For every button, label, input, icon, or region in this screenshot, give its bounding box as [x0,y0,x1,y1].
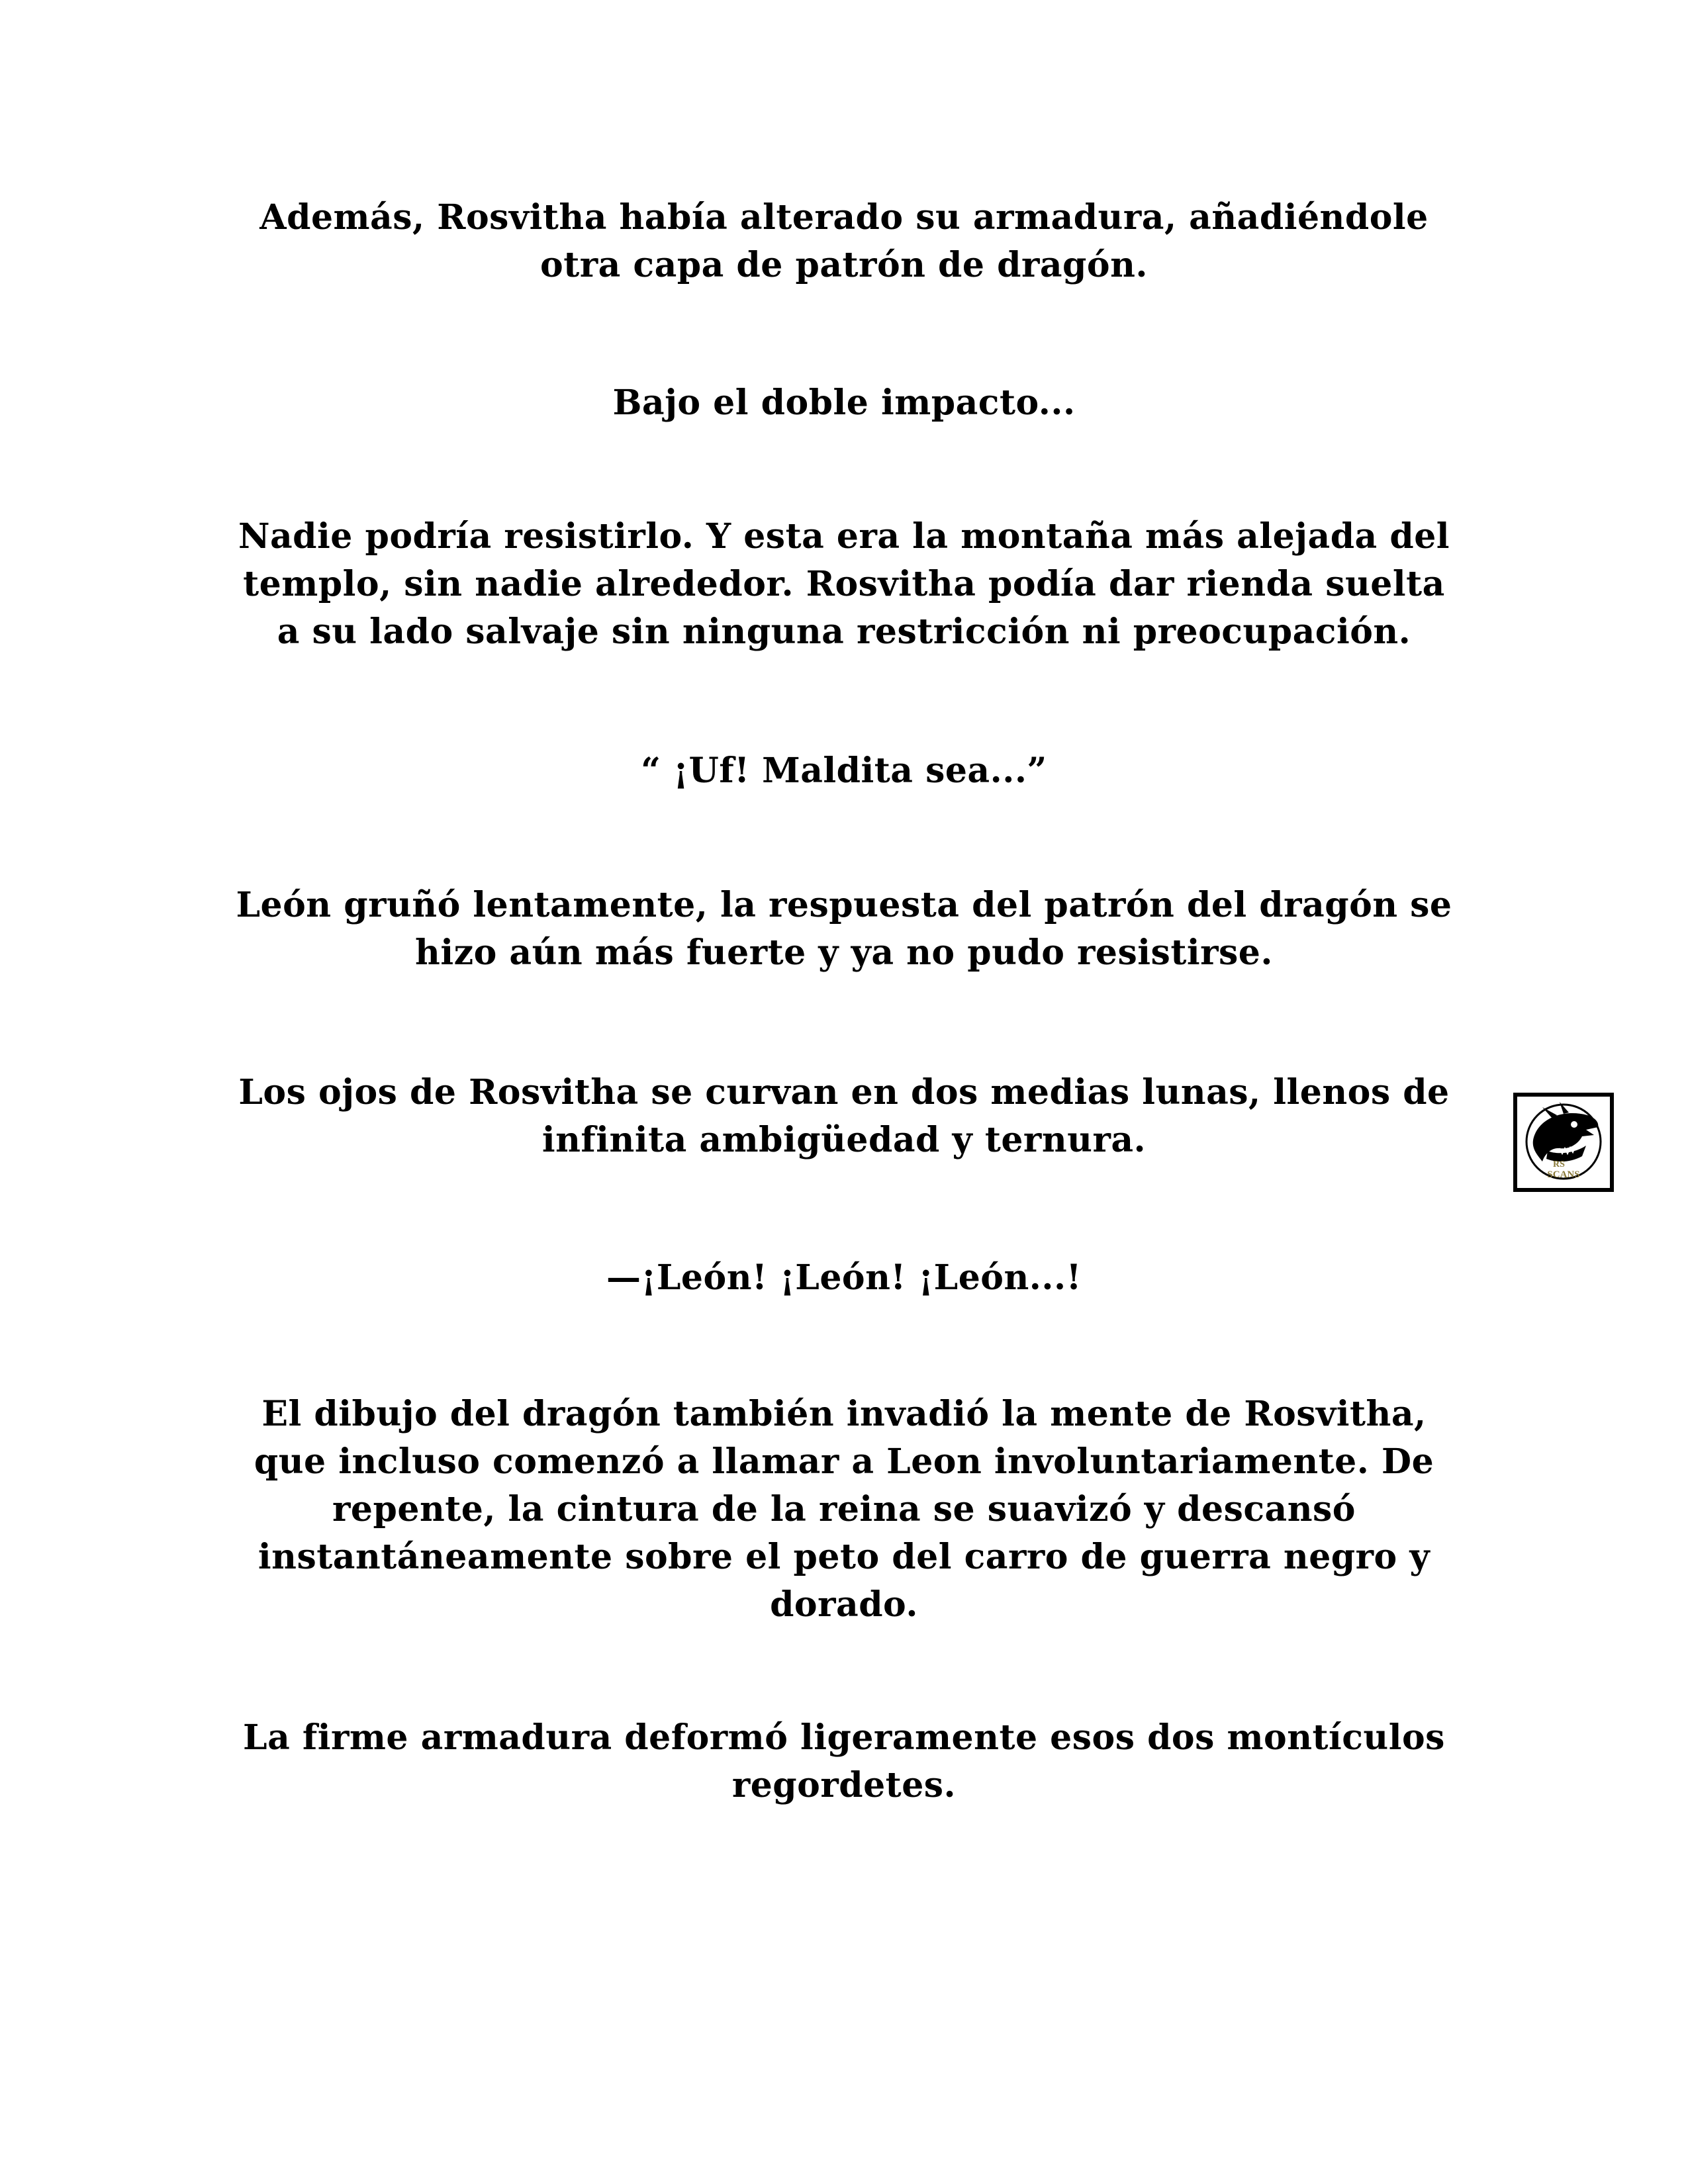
paragraph-7 [218,1254,1470,1302]
paragraph-line: Nadie podría resistirlo. Y esta era la montaña más alejada del [238,516,1450,557]
paragraph-line: Los ojos de Rosvitha se curvan en dos medias lunas, llenos de [238,1072,1450,1113]
paragraph-1 [218,194,1470,289]
paragraph-line: León gruñó lentamente, la respuesta del patrón del dragón se [236,885,1452,925]
paragraph-line: hizo aún más fuerte y ya no pudo resistirse. [415,933,1273,973]
paragraph-8 [218,1390,1470,1629]
paragraph-line: a su lado salvaje sin ninguna restricción ni preocupación. [277,612,1411,652]
paragraph-9 [218,1714,1470,1809]
watermark-text: SCANS [1547,1169,1580,1180]
paragraph-3 [218,513,1470,656]
paragraph-6 [218,1069,1470,1164]
paragraph-line: infinita ambigüedad y ternura. [541,1120,1147,1160]
paragraph-line: instantáneamente sobre el peto del carro de guerra negro y [258,1537,1430,1577]
paragraph-line: que incluso comenzó a llamar a Leon involuntariamente. De [254,1441,1434,1482]
paragraph-line: La firme armadura deformó ligeramente esos dos montículos [243,1717,1445,1758]
paragraph-line: “ ¡Uf! Maldita sea...” [641,751,1047,791]
paragraph-line: El dibujo del dragón también invadió la mente de Rosvitha, [261,1394,1427,1434]
scanlation-watermark-logo [1513,1093,1614,1192]
paragraph-5 [218,882,1470,977]
paragraph-line: repente, la cintura de la reina se suavizó y descansó [332,1489,1356,1529]
paragraph-line: dorado. [770,1584,918,1625]
paragraph-line: —¡León! ¡León! ¡León...! [606,1257,1082,1298]
paragraph-line: Bajo el doble impacto... [612,383,1076,423]
paragraph-line: templo, sin nadie alrededor. Rosvitha podía dar rienda suelta [243,564,1445,604]
paragraph-line: Además, Rosvitha había alterado su armadura, añadiéndole [259,197,1429,238]
svg-text:RS: RS [1553,1160,1565,1169]
dragon-head-logo-icon [1513,1093,1614,1192]
paragraph-2 [218,379,1470,427]
paragraph-line: otra capa de patrón de dragón. [540,245,1148,285]
paragraph-4 [218,747,1470,795]
paragraph-line: regordetes. [731,1765,957,1805]
